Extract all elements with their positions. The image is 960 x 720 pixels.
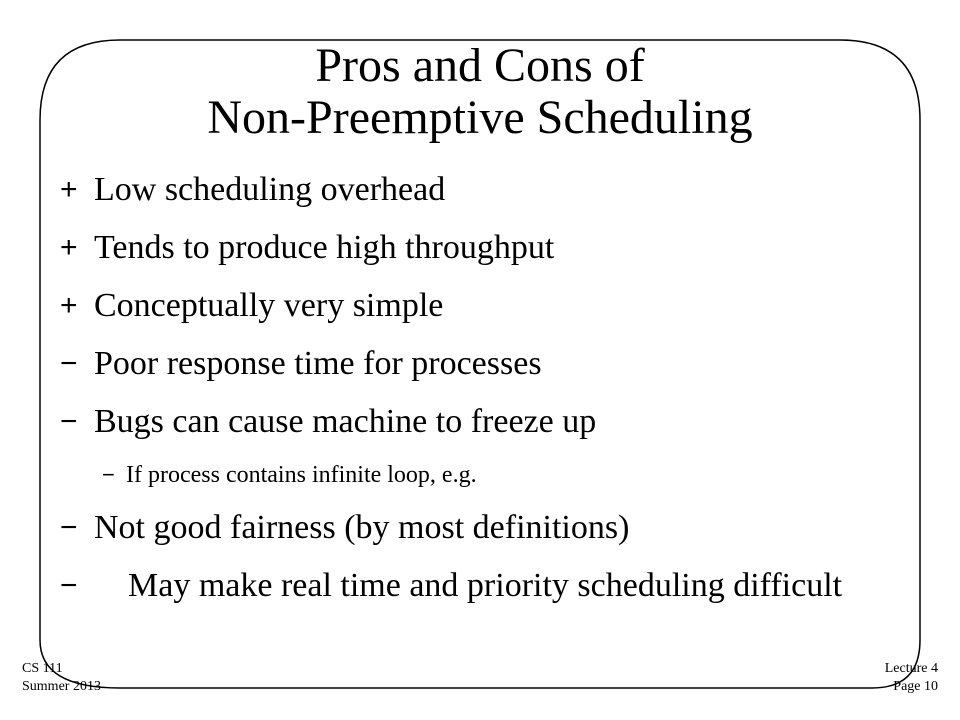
- bullet-item: [60, 286, 920, 326]
- bullet-text: May make real time and priority scheduling difficult: [128, 567, 843, 604]
- bullet-text: Poor response time for processes: [94, 345, 542, 382]
- footer-page: Page 10: [893, 679, 938, 694]
- footer-course-info: [22, 660, 101, 696]
- footer-course: CS 111: [22, 661, 63, 676]
- bullet-text: Not good fairness (by most definitions): [94, 509, 630, 546]
- slide-title: [40, 40, 920, 144]
- bullet-item: [60, 228, 920, 268]
- sub-bullet-text: If process contains infinite loop, e.g.: [126, 462, 477, 488]
- sub-bullet-item: [60, 460, 920, 490]
- bullet-text: Tends to produce high throughput: [94, 229, 555, 266]
- bullet-list: [60, 170, 920, 624]
- plus-marker: +: [60, 231, 78, 264]
- footer-page-info: [885, 660, 938, 696]
- bullet-item: [60, 566, 920, 606]
- bullet-item: [60, 344, 920, 384]
- title-line-1: Pros and Cons of: [315, 39, 645, 92]
- minus-marker: −: [60, 511, 78, 544]
- footer-term: Summer 2013: [22, 679, 101, 694]
- minus-marker: −: [60, 569, 78, 602]
- footer-lecture: Lecture 4: [884, 661, 938, 676]
- bullet-text: Bugs can cause machine to freeze up: [94, 403, 597, 440]
- bullet-item: [60, 170, 920, 210]
- bullet-item: [60, 402, 920, 442]
- minus-marker: −: [102, 462, 115, 487]
- minus-marker: −: [60, 347, 78, 380]
- bullet-text: Conceptually very simple: [94, 287, 444, 324]
- plus-marker: +: [60, 173, 78, 206]
- title-line-2: Non-Preemptive Scheduling: [207, 91, 753, 144]
- bullet-text: Low scheduling overhead: [94, 171, 446, 208]
- plus-marker: +: [60, 289, 78, 322]
- minus-marker: −: [60, 405, 78, 438]
- bullet-item: [60, 508, 920, 548]
